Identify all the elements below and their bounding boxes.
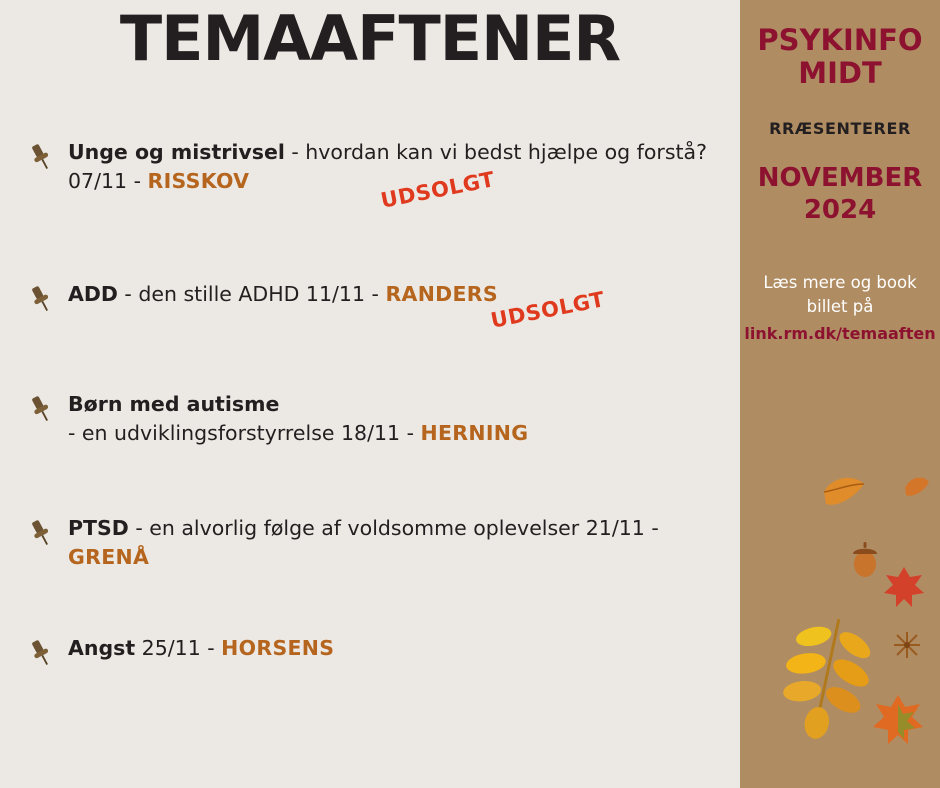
list-item[interactable] (0, 634, 740, 692)
year-label: 2024 (803, 195, 877, 226)
event-text (68, 280, 728, 309)
leaf-icon (902, 472, 932, 506)
booking-line-2: billet på (806, 297, 874, 317)
presents-label: RRÆSENTERER (769, 118, 911, 138)
page-title: TEMAAFTENER (119, 2, 621, 75)
event-title: Unge og mistrivsel (68, 140, 285, 164)
event-city: GRENÅ (68, 545, 150, 570)
event-description: - en alvorlig følge af voldsomme oplevelser 21/11 - (128, 516, 659, 540)
pushpin-icon (26, 394, 56, 424)
list-item[interactable] (0, 280, 740, 338)
brand-line-1: PSYKINFO (757, 23, 923, 57)
seed-icon (892, 630, 922, 664)
pushpin-icon (26, 142, 56, 172)
event-text (68, 514, 728, 572)
event-city: RANDERS (385, 282, 498, 306)
event-description: - den stille ADHD 11/11 - (117, 282, 386, 306)
list-item[interactable] (0, 514, 740, 586)
acorn-icon (848, 540, 882, 582)
list-item[interactable] (0, 390, 740, 462)
booking-info (740, 271, 940, 347)
sidebar (740, 0, 940, 788)
leaf-icon (870, 692, 926, 752)
event-text (68, 390, 728, 448)
month-year (740, 162, 940, 227)
brand-title (740, 24, 940, 91)
event-title: Børn med autisme (68, 392, 280, 416)
event-text (68, 634, 728, 663)
pushpin-icon (26, 638, 56, 668)
month-label: NOVEMBER (757, 162, 923, 193)
status-badge: UDSOLGT (378, 167, 497, 213)
pushpin-icon (26, 518, 56, 548)
event-description: - en udviklingsforstyrrelse 18/11 - (68, 421, 421, 446)
event-city: RISSKOV (147, 169, 250, 194)
booking-line-1: Læs mere og book (763, 272, 917, 292)
leaf-icon (882, 565, 926, 613)
brand-line-2: MIDT (798, 56, 882, 91)
booking-link[interactable]: link.rm.dk/temaaften (744, 324, 936, 344)
event-title: Angst (68, 636, 136, 660)
event-title: PTSD (68, 516, 129, 540)
event-title: ADD (68, 282, 118, 306)
pushpin-icon (26, 284, 56, 314)
event-city: HERNING (420, 421, 529, 446)
status-badge: UDSOLGT (488, 287, 607, 333)
list-item[interactable] (0, 138, 740, 213)
leaf-icon (820, 470, 868, 518)
event-city: HORSENS (221, 636, 335, 660)
event-description: 25/11 - (135, 636, 222, 660)
leaf-branch-icon (772, 610, 882, 744)
event-list (0, 138, 740, 734)
event-description: - hvordan kan vi bedst hjælpe og forstå? 07/11 - (68, 140, 707, 194)
